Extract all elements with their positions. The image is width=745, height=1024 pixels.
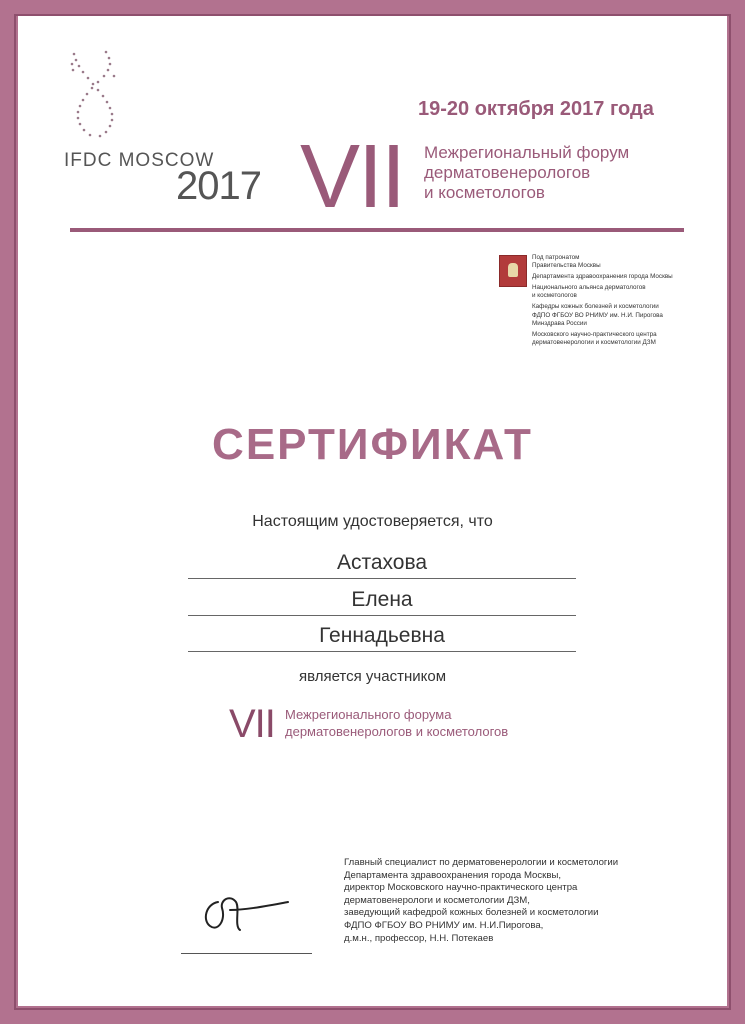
patronage-line: Минздрава России [532,319,587,327]
first-name-text: Елена [351,588,413,611]
signer-line: заведующий кафедрой кожных болезней и косметологии [344,907,599,919]
forum-title-line: и косметологов [424,183,545,202]
moscow-crest-icon [499,255,527,287]
patronymic [188,624,576,648]
patronage-line: дерматовенерологии и косметологии ДЗМ [532,338,656,346]
forum-title-line: Межрегиональный форум [424,143,630,162]
certify-text: Настоящим удостоверяется, что [252,513,493,530]
underline [188,651,576,652]
signature-icon [196,880,296,940]
patronage-list [532,254,712,350]
ifdc-logo-icon [62,46,132,146]
patronage-line: Московского научно-практического центра [532,330,657,338]
signer-line: ФДПО ФГБОУ ВО РНИМУ им. Н.И.Пирогова, [344,919,544,931]
forum-numeral: VII [229,702,275,746]
surname-text: Астахова [336,551,428,574]
underline [188,615,576,616]
patronage-group [532,303,712,327]
patronage-group [532,331,712,347]
logo-year: 2017 [176,164,261,208]
forum-name-line: Межрегионального форума [285,707,452,722]
forum-title [424,143,704,203]
signature-line [181,953,312,954]
signer-line: д.м.н., профессор, Н.Н. Потекаев [344,932,494,944]
header-divider [70,228,684,232]
forum-name-line: дерматовенерологов и косметологов [285,724,509,739]
forum-title-line: дерматовенерологов [424,163,591,182]
patronage-line: Правительства Москвы [532,262,601,270]
patronage-line: и косметологов [532,292,577,300]
certificate-title: СЕРТИФИКАТ [212,420,533,469]
signer-line: дерматовенерологи и косметологии ДЗМ, [344,894,530,906]
patronage-line: ФДПО ФГБОУ ВО РНИМУ им. Н.И. Пирогова [532,311,663,319]
event-dates: 19-20 октября 2017 года [418,98,654,120]
patronage-group [532,284,712,300]
patronage-line: Под патронатом [532,254,580,261]
signer-block [344,857,684,945]
signer-line: директор Московского научно-практического центра [344,882,578,894]
underline [188,578,576,579]
patronage-group [532,273,712,281]
signer-line: Департамента здравоохранения города Москвы, [344,869,562,881]
first-name [188,588,576,612]
surname [188,551,576,575]
signer-line: Главный специалист по дерматовенерологии и косметологии [344,857,619,868]
forum-name [285,706,508,740]
participant-text: является участником [298,668,447,685]
patronage-line: Департамента здравоохранения города Москвы [532,273,673,281]
patronymic-text: Геннадьевна [319,624,445,647]
patronage-line: Кафедры кожных болезней и косметологии [532,303,659,311]
logo-text: IFDC MOSCOW [64,150,215,171]
forum-roman-numeral: VII [300,127,405,227]
patronage-line: Национального альянса дерматологов [532,284,646,292]
patronage-group [532,254,712,270]
